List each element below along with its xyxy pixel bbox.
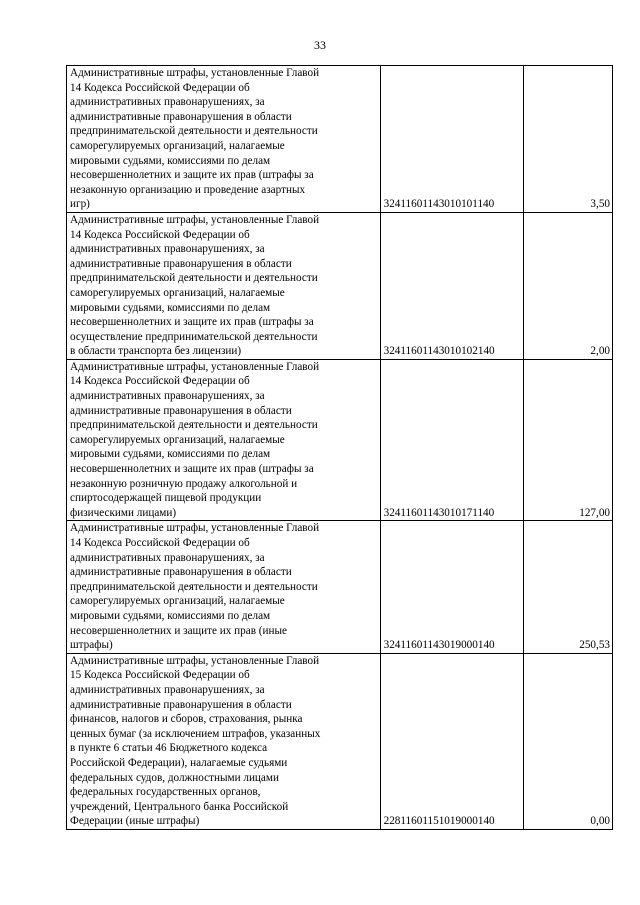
description-line: саморегулируемых организаций, налагаемые xyxy=(70,595,285,608)
description-line: административных правонарушениях, за xyxy=(70,243,265,256)
description-line: осуществление предпринимательской деятельности xyxy=(70,330,318,343)
budget-code-cell: 32411601143010171140 xyxy=(380,359,523,521)
description-cell xyxy=(67,359,381,521)
amount-cell: 2,00 xyxy=(523,212,612,359)
amount-cell: 0,00 xyxy=(523,653,612,829)
description-line: 15 Кодекса Российской Федерации об xyxy=(70,669,250,682)
description-line: несовершеннолетних и защите их прав (штрафы за xyxy=(70,463,314,476)
description-line: 14 Кодекса Российской Федерации об xyxy=(70,228,250,241)
description-cell xyxy=(67,212,381,359)
description-line: финансов, налогов и сборов, страхования, рынка xyxy=(70,713,303,726)
description-line: в пункте 6 статьи 46 Бюджетного кодекса xyxy=(70,742,268,755)
description-line: саморегулируемых организаций, налагаемые xyxy=(70,286,285,299)
description-line: 14 Кодекса Российской Федерации об xyxy=(70,537,250,549)
description-line: Российской Федерации), налагаемые судьями xyxy=(70,756,288,769)
description-cell xyxy=(67,521,381,653)
amount-cell: 250,53 xyxy=(523,521,612,653)
description-line: спиртосодержащей пищевой продукции xyxy=(70,492,262,505)
budget-code-cell: 22811601151019000140 xyxy=(380,653,523,829)
description-line: в области транспорта без лицензии) xyxy=(70,345,242,358)
description-line: несовершеннолетних и защите их прав (штрафы за xyxy=(70,169,314,182)
description-line: федеральных судов, должностными лицами xyxy=(70,771,279,784)
description-line: административные правонарушения в области xyxy=(70,698,292,711)
description-line: предпринимательской деятельности и деятельности xyxy=(70,272,318,285)
description-line: мировыми судьями, комиссиями по делам xyxy=(70,301,271,314)
description-line: административных правонарушениях, за xyxy=(70,390,265,403)
description-line: незаконную организацию и проведение азартных xyxy=(70,183,306,196)
description-line: предпринимательской деятельности и деятельности xyxy=(70,125,318,138)
description-line: административных правонарушениях, за xyxy=(70,551,265,564)
description-line: незаконную розничную продажу алкогольной и xyxy=(70,477,298,490)
description-line: ценных бумаг (за исключением штрафов, указанных xyxy=(70,727,321,740)
description-line: Административные штрафы, установленные Главой xyxy=(70,213,320,226)
description-line: несовершеннолетних и защите их прав (иные xyxy=(70,624,287,637)
description-line: мировыми судьями, комиссиями по делам xyxy=(70,609,271,622)
table-row xyxy=(67,212,613,359)
description-line: Административные штрафы, установленные Главой xyxy=(70,522,320,535)
description-line: игр) xyxy=(70,198,90,211)
table-row xyxy=(67,653,613,829)
amount-cell: 3,50 xyxy=(523,66,612,213)
table-row xyxy=(67,521,613,653)
description-line: предпринимательской деятельности и деятельности xyxy=(70,580,318,593)
description-line: физическими лицами) xyxy=(70,506,177,519)
description-line: административных правонарушениях, за xyxy=(70,683,265,696)
description-line: предпринимательской деятельности и деятельности xyxy=(70,419,318,432)
table-body xyxy=(67,66,613,830)
description-line: мировыми судьями, комиссиями по делам xyxy=(70,154,271,167)
description-line: Административные штрафы, установленные Главой xyxy=(70,360,320,373)
description-line: административных правонарушениях, за xyxy=(70,96,265,109)
table-row xyxy=(67,359,613,521)
description-line: 14 Кодекса Российской Федерации об xyxy=(70,81,250,94)
description-cell xyxy=(67,66,381,213)
amount-cell: 127,00 xyxy=(523,359,612,521)
budget-code-cell: 32411601143010101140 xyxy=(380,66,523,213)
budget-code-cell: 32411601143010102140 xyxy=(380,212,523,359)
page-number: 33 xyxy=(314,38,326,52)
description-line: саморегулируемых организаций, налагаемые xyxy=(70,433,285,446)
description-line: административные правонарушения в области xyxy=(70,110,292,123)
description-cell xyxy=(67,653,381,829)
description-line: Административные штрафы, установленные Главой xyxy=(70,654,320,667)
description-line: 14 Кодекса Российской Федерации об xyxy=(70,375,250,388)
description-line: штрафы) xyxy=(70,639,113,652)
budget-code-cell: 32411601143019000140 xyxy=(380,521,523,653)
description-line: административные правонарушения в области xyxy=(70,257,292,270)
description-line: саморегулируемых организаций, налагаемые xyxy=(70,139,285,152)
description-line: мировыми судьями, комиссиями по делам xyxy=(70,448,271,461)
description-line: административные правонарушения в области xyxy=(70,404,292,417)
description-line: Федерации (иные штрафы) xyxy=(70,815,200,828)
table-row xyxy=(67,66,613,213)
description-line: несовершеннолетних и защите их прав (штрафы за xyxy=(70,316,314,329)
description-line: Административные штрафы, установленные Главой xyxy=(70,67,320,79)
description-line: административные правонарушения в области xyxy=(70,566,292,579)
description-line: учреждений, Центрального банка Российской xyxy=(70,800,289,813)
description-line: федеральных государственных органов, xyxy=(70,786,261,799)
budget-revenue-table xyxy=(66,65,613,830)
